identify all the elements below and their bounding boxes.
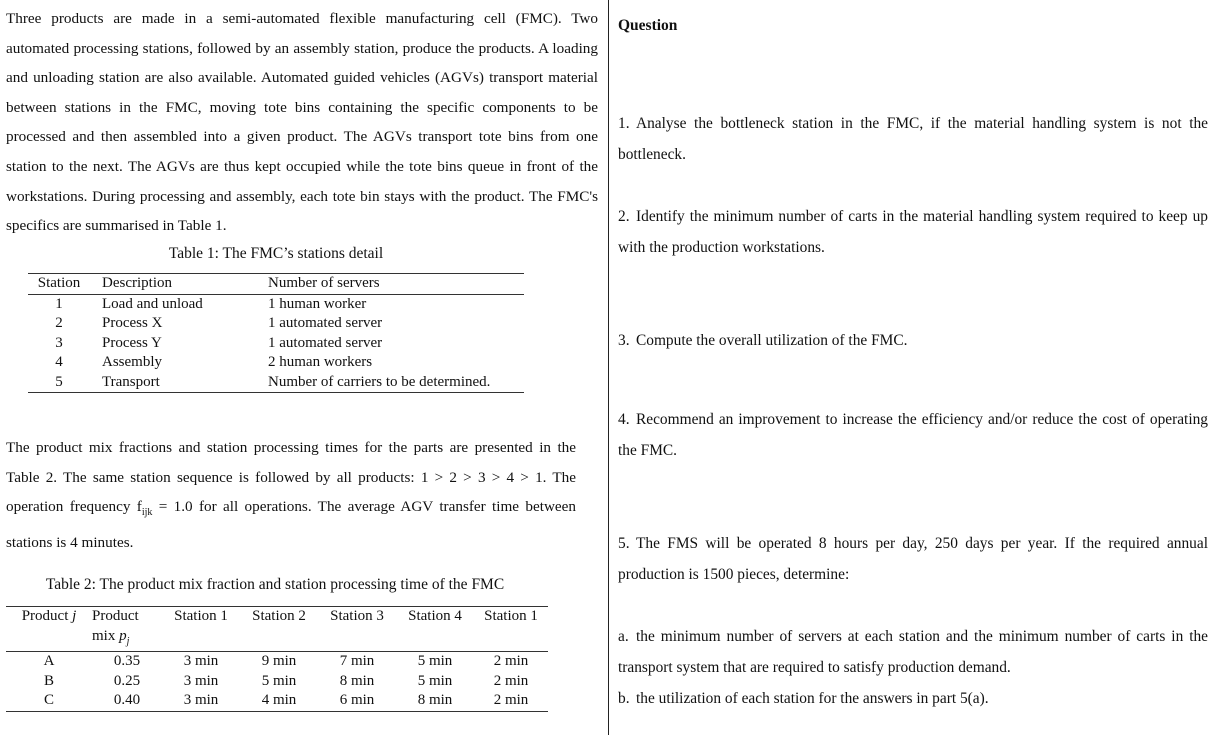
stations-table: [28, 273, 524, 393]
question-number: 3.: [618, 332, 630, 349]
product-mix-header: [6, 607, 548, 652]
col-station-3: Station 3: [330, 608, 384, 624]
col-station-4: Station 4: [408, 608, 462, 624]
servers-cell: 1 automated server: [268, 334, 383, 351]
time-cell: 8 min: [417, 692, 453, 708]
question-5b: [618, 683, 1208, 714]
question-text: the utilization of each station for the answers in part 5(a).: [636, 690, 989, 707]
product-cell: A: [43, 653, 55, 669]
question-text: the minimum number of servers at each station and the minimum number of carts in the transport system that are required to satisfy production demand.: [618, 628, 1208, 676]
frequency-subscript: ijk: [141, 507, 153, 519]
table-row: [6, 672, 548, 692]
servers-cell: 1 human worker: [268, 295, 367, 312]
intro-paragraph: Three products are made in a semi-automated flexible manufacturing cell (FMC). Two automated processing stations, followed by an assembly station, produce the products. A loading and unloading station are also available. Automated guided vehicles (AGVs) transport material between stations in the FMC, moving tote bins containing the specific components to be processed and then assembled into a given product. The AGVs transport tote bins from one station to the next. The AGVs are thus kept occupied while the tote bins queue in front of the workstations. During processing and assembly, each tote bin stays with the product. The FMC's specifics are summarised in Table 1.: [6, 10, 598, 235]
table-row: [28, 314, 524, 334]
description-cell: Load and unload: [102, 295, 203, 312]
question-2: [618, 201, 1208, 263]
question-number: 5.: [618, 535, 630, 552]
question-number: a.: [618, 628, 629, 645]
servers-cell: 2 human workers: [268, 354, 373, 370]
question-number: b.: [618, 690, 630, 707]
mix-paragraph: [6, 433, 576, 557]
table-row: [6, 691, 548, 711]
question-4: [618, 404, 1208, 466]
question-1: [618, 108, 1208, 170]
stations-table-header: [28, 274, 524, 295]
col-mix: Product mix $p_j$: [92, 608, 139, 647]
question-number: 1.: [618, 115, 630, 132]
mix-cell: 0.25: [113, 672, 141, 689]
time-cell: 5 min: [417, 653, 453, 669]
station-cell: 3: [55, 334, 63, 351]
time-cell: 4 min: [261, 692, 297, 708]
time-cell: 5 min: [261, 672, 297, 689]
mix-cell: 0.35: [113, 653, 141, 669]
table2-caption: Table 2: The product mix fraction and station processing time of the FMC: [45, 576, 505, 593]
mix-text-b: = 1.0 for all operations. The average AGV transfer time between stations is 4 minutes.: [6, 498, 576, 551]
col-description: Description: [102, 275, 172, 291]
time-cell: 3 min: [183, 653, 219, 669]
col-station: Station: [37, 275, 81, 291]
col-product: Product j: [21, 608, 77, 624]
product-cell: B: [43, 672, 54, 689]
col-station-2: Station 2: [252, 608, 306, 624]
question-5a: [618, 621, 1208, 683]
question-number: 4.: [618, 411, 630, 428]
product-mix-table: [6, 606, 548, 712]
servers-cell: 1 automated server: [268, 315, 383, 331]
product-cell: C: [43, 692, 54, 708]
station-cell: 5: [55, 373, 63, 390]
description-cell: Process X: [102, 315, 163, 331]
description-cell: Transport: [102, 373, 160, 390]
question-text: Recommend an improvement to increase the efficiency and/or reduce the cost of operating the FMC.: [618, 411, 1208, 459]
col-station-1-return: Station 1: [484, 608, 538, 624]
question-3: [618, 325, 1208, 356]
table-row: [28, 334, 524, 354]
mix-text-a: The product mix fractions and station processing times for the parts are presented in the Table 2. The same station sequence is followed by all products: 1 > 2 > 3 > 4 > 1. The operation frequency: [6, 439, 576, 516]
col-servers: Number of servers: [268, 275, 380, 291]
question-text: Analyse the bottleneck station in the FMC, if the material handling system is not the bottleneck.: [618, 115, 1208, 163]
table-row: [28, 294, 524, 314]
time-cell: 2 min: [493, 692, 529, 708]
table-row: [28, 373, 524, 393]
column-divider: [608, 0, 609, 735]
station-cell: 1: [55, 295, 63, 312]
time-cell: 3 min: [183, 672, 219, 689]
question-text: Identify the minimum number of carts in the material handling system required to keep up with the production workstations.: [618, 208, 1208, 256]
mix-cell: 0.40: [113, 692, 141, 708]
description-cell: Assembly: [102, 354, 162, 370]
question-text: Compute the overall utilization of the FMC.: [636, 332, 908, 349]
time-cell: 6 min: [339, 692, 375, 708]
description-cell: Process Y: [102, 334, 162, 351]
time-cell: 5 min: [417, 672, 453, 689]
question-text: The FMS will be operated 8 hours per day, 250 days per year. If the required annual production is 1500 pieces, determine:: [618, 535, 1208, 583]
table-row: [6, 652, 548, 672]
time-cell: 2 min: [493, 672, 529, 689]
question-number: 2.: [618, 208, 630, 225]
frequency-symbol: f: [136, 498, 142, 516]
time-cell: 9 min: [261, 653, 297, 669]
table-row: [28, 353, 524, 373]
col-station-1: Station 1: [174, 608, 228, 624]
question-title: Question: [618, 17, 678, 34]
time-cell: 3 min: [183, 692, 219, 708]
problem-statement: [6, 4, 598, 241]
station-cell: 2: [55, 315, 63, 331]
table1-caption: Table 1: The FMC’s stations detail: [168, 245, 384, 262]
time-cell: 2 min: [493, 653, 529, 669]
question-5: [618, 528, 1208, 590]
station-cell: 4: [55, 354, 63, 370]
time-cell: 7 min: [339, 653, 375, 669]
time-cell: 8 min: [339, 672, 375, 689]
servers-cell: Number of carriers to be determined.: [268, 373, 491, 390]
